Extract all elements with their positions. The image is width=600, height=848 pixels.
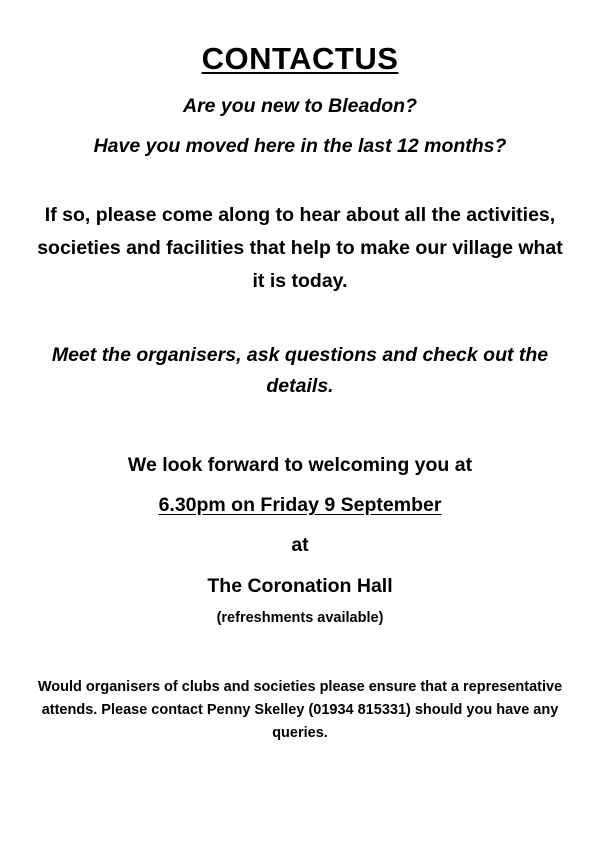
page-title: CONTACTUS (201, 41, 399, 76)
question-new-to-bleadon: Are you new to Bleadon? (182, 95, 418, 117)
welcome-line: We look forward to welcoming you at (127, 454, 473, 476)
at-text: at (291, 534, 309, 556)
footer-paragraph: Would organisers of clubs and societies please ensure that a representative attends. Please contact Penny Skelley (01934 815331) should you have any queries. (37, 679, 563, 741)
venue-name: The Coronation Hall (207, 575, 393, 597)
event-datetime: 6.30pm on Friday 9 September (158, 494, 442, 516)
question-moved-here: Have you moved here in the last 12 months? (93, 135, 507, 157)
refreshments-note: (refreshments available) (216, 610, 384, 626)
meet-organisers-paragraph: Meet the organisers, ask questions and check out the details. (51, 344, 549, 397)
intro-paragraph: If so, please come along to hear about all the activities, societies and facilities that help to make our village what it is today. (37, 204, 563, 292)
